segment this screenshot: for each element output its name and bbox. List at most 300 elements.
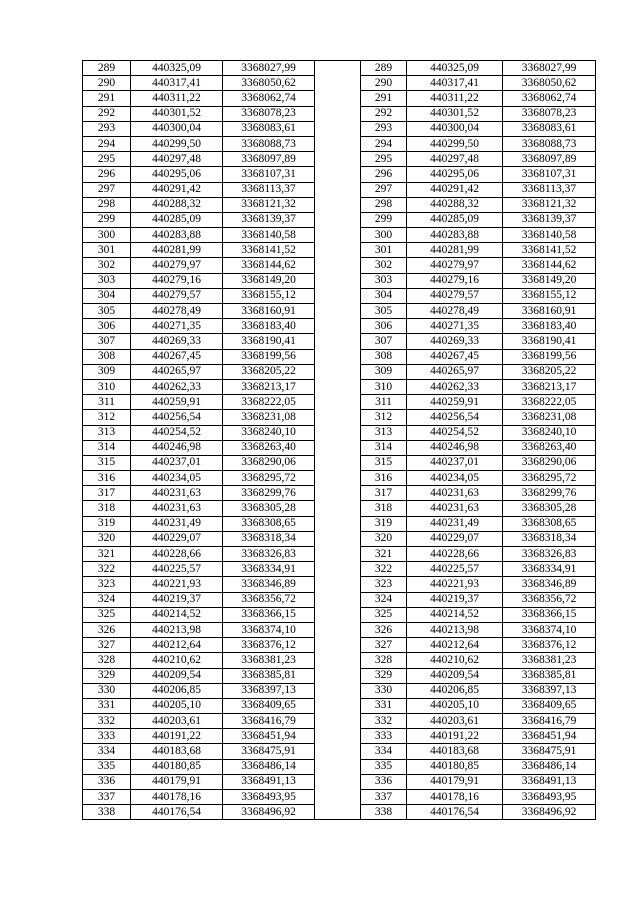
table-row [83,790,596,805]
blank-separator-cell [315,790,361,805]
left-y-coordinate-cell: 3368155,12 [223,288,315,303]
right-point-number-cell: 294 [361,136,407,151]
table-row [83,136,596,151]
table-row [83,121,596,136]
right-y-coordinate-cell: 3368295,72 [503,471,596,486]
right-x-coordinate-cell: 440278,49 [407,304,503,319]
right-point-number-cell: 300 [361,228,407,243]
blank-separator-cell [315,471,361,486]
left-y-coordinate-cell: 3368299,76 [223,486,315,501]
right-y-coordinate-cell: 3368183,40 [503,319,596,334]
table-row [83,668,596,683]
right-x-coordinate-cell: 440209,54 [407,668,503,683]
left-x-coordinate-cell: 440229,07 [131,531,223,546]
left-point-number-cell: 308 [83,349,131,364]
left-y-coordinate-cell: 3368491,13 [223,774,315,789]
right-point-number-cell: 291 [361,91,407,106]
right-x-coordinate-cell: 440256,54 [407,410,503,425]
right-y-coordinate-cell: 3368263,40 [503,440,596,455]
left-x-coordinate-cell: 440311,22 [131,91,223,106]
right-x-coordinate-cell: 440281,99 [407,243,503,258]
right-y-coordinate-cell: 3368486,14 [503,759,596,774]
left-y-coordinate-cell: 3368062,74 [223,91,315,106]
table-row [83,714,596,729]
right-point-number-cell: 310 [361,379,407,394]
table-row [83,334,596,349]
left-x-coordinate-cell: 440221,93 [131,577,223,592]
left-y-coordinate-cell: 3368318,34 [223,531,315,546]
table-row [83,531,596,546]
left-y-coordinate-cell: 3368451,94 [223,729,315,744]
left-x-coordinate-cell: 440288,32 [131,197,223,212]
right-point-number-cell: 333 [361,729,407,744]
blank-separator-cell [315,379,361,394]
right-x-coordinate-cell: 440279,97 [407,258,503,273]
table-row [83,410,596,425]
blank-separator-cell [315,364,361,379]
right-y-coordinate-cell: 3368376,12 [503,638,596,653]
left-y-coordinate-cell: 3368263,40 [223,440,315,455]
blank-separator-cell [315,228,361,243]
right-x-coordinate-cell: 440228,66 [407,547,503,562]
right-x-coordinate-cell: 440325,09 [407,61,503,76]
left-point-number-cell: 306 [83,319,131,334]
left-x-coordinate-cell: 440269,33 [131,334,223,349]
table-row [83,243,596,258]
left-x-coordinate-cell: 440205,10 [131,698,223,713]
right-y-coordinate-cell: 3368491,13 [503,774,596,789]
left-point-number-cell: 333 [83,729,131,744]
left-y-coordinate-cell: 3368346,89 [223,577,315,592]
left-x-coordinate-cell: 440279,97 [131,258,223,273]
table-row [83,440,596,455]
right-x-coordinate-cell: 440214,52 [407,607,503,622]
right-y-coordinate-cell: 3368493,95 [503,790,596,805]
right-point-number-cell: 314 [361,440,407,455]
left-point-number-cell: 316 [83,471,131,486]
left-x-coordinate-cell: 440180,85 [131,759,223,774]
left-y-coordinate-cell: 3368290,06 [223,455,315,470]
right-x-coordinate-cell: 440191,22 [407,729,503,744]
left-x-coordinate-cell: 440213,98 [131,622,223,637]
right-point-number-cell: 334 [361,744,407,759]
left-point-number-cell: 332 [83,714,131,729]
right-y-coordinate-cell: 3368475,91 [503,744,596,759]
left-point-number-cell: 310 [83,379,131,394]
right-point-number-cell: 298 [361,197,407,212]
right-x-coordinate-cell: 440295,06 [407,167,503,182]
left-y-coordinate-cell: 3368374,10 [223,622,315,637]
blank-separator-cell [315,774,361,789]
right-point-number-cell: 337 [361,790,407,805]
left-y-coordinate-cell: 3368183,40 [223,319,315,334]
blank-separator-cell [315,243,361,258]
left-point-number-cell: 312 [83,410,131,425]
blank-separator-cell [315,805,361,820]
right-x-coordinate-cell: 440299,50 [407,136,503,151]
blank-separator-cell [315,729,361,744]
left-x-coordinate-cell: 440246,98 [131,440,223,455]
right-point-number-cell: 309 [361,364,407,379]
left-point-number-cell: 325 [83,607,131,622]
left-y-coordinate-cell: 3368088,73 [223,136,315,151]
left-point-number-cell: 335 [83,759,131,774]
right-x-coordinate-cell: 440205,10 [407,698,503,713]
blank-separator-cell [315,197,361,212]
blank-separator-cell [315,258,361,273]
left-y-coordinate-cell: 3368240,10 [223,425,315,440]
blank-separator-cell [315,592,361,607]
right-x-coordinate-cell: 440301,52 [407,106,503,121]
left-x-coordinate-cell: 440225,57 [131,562,223,577]
right-point-number-cell: 315 [361,455,407,470]
right-x-coordinate-cell: 440291,42 [407,182,503,197]
left-x-coordinate-cell: 440178,16 [131,790,223,805]
right-y-coordinate-cell: 3368213,17 [503,379,596,394]
left-y-coordinate-cell: 3368107,31 [223,167,315,182]
blank-separator-cell [315,304,361,319]
right-point-number-cell: 293 [361,121,407,136]
left-point-number-cell: 292 [83,106,131,121]
right-y-coordinate-cell: 3368346,89 [503,577,596,592]
right-y-coordinate-cell: 3368027,99 [503,61,596,76]
table-row [83,288,596,303]
right-y-coordinate-cell: 3368366,15 [503,607,596,622]
right-x-coordinate-cell: 440259,91 [407,395,503,410]
left-y-coordinate-cell: 3368231,08 [223,410,315,425]
right-y-coordinate-cell: 3368149,20 [503,273,596,288]
left-y-coordinate-cell: 3368121,32 [223,197,315,212]
left-y-coordinate-cell: 3368139,37 [223,212,315,227]
right-y-coordinate-cell: 3368088,73 [503,136,596,151]
blank-separator-cell [315,182,361,197]
left-point-number-cell: 322 [83,562,131,577]
left-x-coordinate-cell: 440279,57 [131,288,223,303]
blank-separator-cell [315,440,361,455]
left-point-number-cell: 327 [83,638,131,653]
right-point-number-cell: 305 [361,304,407,319]
blank-separator-cell [315,516,361,531]
right-point-number-cell: 328 [361,653,407,668]
left-x-coordinate-cell: 440212,64 [131,638,223,653]
table-row [83,425,596,440]
right-point-number-cell: 307 [361,334,407,349]
right-y-coordinate-cell: 3368397,13 [503,683,596,698]
right-x-coordinate-cell: 440300,04 [407,121,503,136]
left-x-coordinate-cell: 440265,97 [131,364,223,379]
left-x-coordinate-cell: 440271,35 [131,319,223,334]
blank-separator-cell [315,319,361,334]
table-row [83,61,596,76]
table-row [83,607,596,622]
right-point-number-cell: 312 [361,410,407,425]
table-row [83,547,596,562]
left-x-coordinate-cell: 440176,54 [131,805,223,820]
left-point-number-cell: 303 [83,273,131,288]
right-x-coordinate-cell: 440279,16 [407,273,503,288]
right-y-coordinate-cell: 3368409,65 [503,698,596,713]
blank-separator-cell [315,759,361,774]
right-y-coordinate-cell: 3368299,76 [503,486,596,501]
left-x-coordinate-cell: 440214,52 [131,607,223,622]
table-row [83,304,596,319]
left-point-number-cell: 336 [83,774,131,789]
table-row [83,167,596,182]
right-point-number-cell: 304 [361,288,407,303]
right-point-number-cell: 320 [361,531,407,546]
right-point-number-cell: 313 [361,425,407,440]
left-point-number-cell: 309 [83,364,131,379]
left-y-coordinate-cell: 3368222,05 [223,395,315,410]
table-row [83,395,596,410]
blank-separator-cell [315,577,361,592]
blank-separator-cell [315,455,361,470]
right-y-coordinate-cell: 3368121,32 [503,197,596,212]
right-point-number-cell: 297 [361,182,407,197]
right-x-coordinate-cell: 440279,57 [407,288,503,303]
left-y-coordinate-cell: 3368083,61 [223,121,315,136]
left-x-coordinate-cell: 440256,54 [131,410,223,425]
left-point-number-cell: 290 [83,76,131,91]
left-point-number-cell: 318 [83,501,131,516]
left-y-coordinate-cell: 3368376,12 [223,638,315,653]
right-x-coordinate-cell: 440219,37 [407,592,503,607]
left-x-coordinate-cell: 440231,63 [131,486,223,501]
right-point-number-cell: 303 [361,273,407,288]
table-row [83,805,596,820]
right-x-coordinate-cell: 440178,16 [407,790,503,805]
right-y-coordinate-cell: 3368139,37 [503,212,596,227]
left-point-number-cell: 315 [83,455,131,470]
right-y-coordinate-cell: 3368097,89 [503,152,596,167]
table-row [83,91,596,106]
right-y-coordinate-cell: 3368140,58 [503,228,596,243]
table-row [83,592,596,607]
blank-separator-cell [315,91,361,106]
table-row [83,471,596,486]
table-row [83,683,596,698]
right-point-number-cell: 319 [361,516,407,531]
right-x-coordinate-cell: 440237,01 [407,455,503,470]
right-point-number-cell: 324 [361,592,407,607]
left-x-coordinate-cell: 440297,48 [131,152,223,167]
left-x-coordinate-cell: 440285,09 [131,212,223,227]
left-point-number-cell: 305 [83,304,131,319]
left-point-number-cell: 323 [83,577,131,592]
blank-separator-cell [315,425,361,440]
right-point-number-cell: 292 [361,106,407,121]
blank-separator-cell [315,638,361,653]
left-y-coordinate-cell: 3368385,81 [223,668,315,683]
left-x-coordinate-cell: 440254,52 [131,425,223,440]
table-row [83,379,596,394]
right-point-number-cell: 336 [361,774,407,789]
left-x-coordinate-cell: 440183,68 [131,744,223,759]
blank-separator-cell [315,273,361,288]
left-point-number-cell: 302 [83,258,131,273]
right-point-number-cell: 327 [361,638,407,653]
right-point-number-cell: 311 [361,395,407,410]
right-point-number-cell: 290 [361,76,407,91]
right-x-coordinate-cell: 440179,91 [407,774,503,789]
right-point-number-cell: 322 [361,562,407,577]
right-point-number-cell: 306 [361,319,407,334]
left-y-coordinate-cell: 3368213,17 [223,379,315,394]
blank-separator-cell [315,547,361,562]
left-point-number-cell: 304 [83,288,131,303]
table-row [83,455,596,470]
right-y-coordinate-cell: 3368308,65 [503,516,596,531]
left-point-number-cell: 301 [83,243,131,258]
right-y-coordinate-cell: 3368374,10 [503,622,596,637]
left-x-coordinate-cell: 440179,91 [131,774,223,789]
right-point-number-cell: 326 [361,622,407,637]
table-row [83,106,596,121]
table-row [83,744,596,759]
right-point-number-cell: 317 [361,486,407,501]
blank-separator-cell [315,622,361,637]
table-row [83,228,596,243]
right-y-coordinate-cell: 3368222,05 [503,395,596,410]
right-x-coordinate-cell: 440311,22 [407,91,503,106]
left-point-number-cell: 307 [83,334,131,349]
blank-separator-cell [315,683,361,698]
coordinates-table [82,60,596,820]
left-y-coordinate-cell: 3368144,62 [223,258,315,273]
left-y-coordinate-cell: 3368493,95 [223,790,315,805]
table-row [83,698,596,713]
blank-separator-cell [315,562,361,577]
table-row [83,486,596,501]
left-point-number-cell: 297 [83,182,131,197]
right-point-number-cell: 301 [361,243,407,258]
right-point-number-cell: 316 [361,471,407,486]
right-y-coordinate-cell: 3368290,06 [503,455,596,470]
table-row [83,258,596,273]
left-y-coordinate-cell: 3368366,15 [223,607,315,622]
left-x-coordinate-cell: 440317,41 [131,76,223,91]
right-y-coordinate-cell: 3368083,61 [503,121,596,136]
blank-separator-cell [315,531,361,546]
right-y-coordinate-cell: 3368318,34 [503,531,596,546]
right-x-coordinate-cell: 440231,63 [407,486,503,501]
left-point-number-cell: 331 [83,698,131,713]
right-y-coordinate-cell: 3368416,79 [503,714,596,729]
left-x-coordinate-cell: 440210,62 [131,653,223,668]
right-x-coordinate-cell: 440269,33 [407,334,503,349]
right-point-number-cell: 318 [361,501,407,516]
left-point-number-cell: 334 [83,744,131,759]
left-point-number-cell: 329 [83,668,131,683]
left-y-coordinate-cell: 3368027,99 [223,61,315,76]
right-x-coordinate-cell: 440288,32 [407,197,503,212]
right-y-coordinate-cell: 3368205,22 [503,364,596,379]
left-point-number-cell: 294 [83,136,131,151]
blank-separator-cell [315,744,361,759]
right-point-number-cell: 332 [361,714,407,729]
right-point-number-cell: 330 [361,683,407,698]
left-point-number-cell: 289 [83,61,131,76]
right-point-number-cell: 289 [361,61,407,76]
left-x-coordinate-cell: 440209,54 [131,668,223,683]
right-x-coordinate-cell: 440206,85 [407,683,503,698]
left-y-coordinate-cell: 3368050,62 [223,76,315,91]
left-x-coordinate-cell: 440203,61 [131,714,223,729]
right-point-number-cell: 321 [361,547,407,562]
left-x-coordinate-cell: 440262,33 [131,379,223,394]
table-row [83,319,596,334]
right-x-coordinate-cell: 440265,97 [407,364,503,379]
left-x-coordinate-cell: 440231,63 [131,501,223,516]
left-point-number-cell: 338 [83,805,131,820]
left-point-number-cell: 296 [83,167,131,182]
right-y-coordinate-cell: 3368050,62 [503,76,596,91]
left-y-coordinate-cell: 3368486,14 [223,759,315,774]
left-y-coordinate-cell: 3368140,58 [223,228,315,243]
blank-separator-cell [315,410,361,425]
left-point-number-cell: 320 [83,531,131,546]
left-x-coordinate-cell: 440283,88 [131,228,223,243]
left-x-coordinate-cell: 440291,42 [131,182,223,197]
right-y-coordinate-cell: 3368381,23 [503,653,596,668]
right-x-coordinate-cell: 440234,05 [407,471,503,486]
left-y-coordinate-cell: 3368141,52 [223,243,315,258]
left-y-coordinate-cell: 3368356,72 [223,592,315,607]
blank-separator-cell [315,653,361,668]
left-point-number-cell: 314 [83,440,131,455]
left-y-coordinate-cell: 3368381,23 [223,653,315,668]
left-y-coordinate-cell: 3368334,91 [223,562,315,577]
left-y-coordinate-cell: 3368149,20 [223,273,315,288]
left-point-number-cell: 324 [83,592,131,607]
left-point-number-cell: 298 [83,197,131,212]
left-x-coordinate-cell: 440191,22 [131,729,223,744]
right-y-coordinate-cell: 3368231,08 [503,410,596,425]
left-point-number-cell: 313 [83,425,131,440]
right-y-coordinate-cell: 3368334,91 [503,562,596,577]
left-y-coordinate-cell: 3368190,41 [223,334,315,349]
right-y-coordinate-cell: 3368356,72 [503,592,596,607]
right-y-coordinate-cell: 3368062,74 [503,91,596,106]
table-row [83,729,596,744]
right-x-coordinate-cell: 440317,41 [407,76,503,91]
right-point-number-cell: 329 [361,668,407,683]
blank-separator-cell [315,334,361,349]
right-point-number-cell: 295 [361,152,407,167]
right-point-number-cell: 335 [361,759,407,774]
table-row [83,622,596,637]
table-row [83,516,596,531]
left-point-number-cell: 337 [83,790,131,805]
left-y-coordinate-cell: 3368416,79 [223,714,315,729]
right-x-coordinate-cell: 440297,48 [407,152,503,167]
left-x-coordinate-cell: 440206,85 [131,683,223,698]
left-y-coordinate-cell: 3368475,91 [223,744,315,759]
right-point-number-cell: 299 [361,212,407,227]
table-row [83,774,596,789]
left-x-coordinate-cell: 440325,09 [131,61,223,76]
blank-separator-cell [315,288,361,303]
left-point-number-cell: 300 [83,228,131,243]
right-x-coordinate-cell: 440231,63 [407,501,503,516]
table-row [83,364,596,379]
right-y-coordinate-cell: 3368451,94 [503,729,596,744]
right-y-coordinate-cell: 3368305,28 [503,501,596,516]
left-y-coordinate-cell: 3368078,23 [223,106,315,121]
left-y-coordinate-cell: 3368205,22 [223,364,315,379]
blank-separator-cell [315,76,361,91]
left-y-coordinate-cell: 3368326,83 [223,547,315,562]
